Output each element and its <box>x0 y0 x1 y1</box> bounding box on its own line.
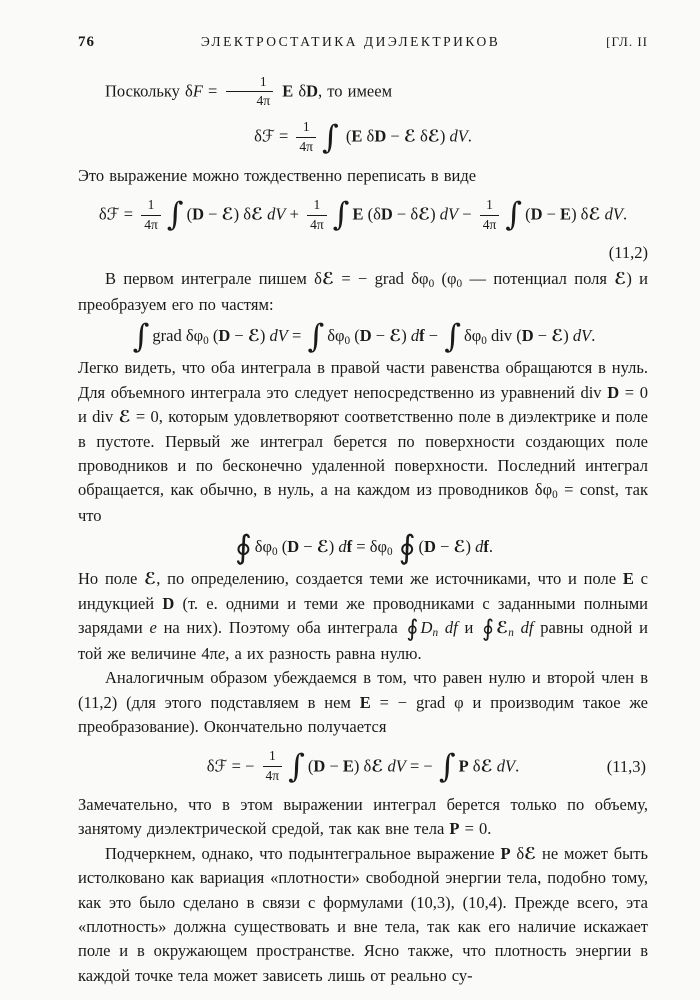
display-formula-11-3: δℱ = − $\frac{1}{4\pi}$ ∫ (D − E) δℰ dV = − ∫ P δℰ dV. <box>206 746 520 785</box>
math-token: ℰ <box>453 537 466 557</box>
math-token: ℰ <box>551 326 564 346</box>
math-token: D <box>192 204 204 224</box>
math-token: ∫ <box>166 195 184 234</box>
equation-11-2-block <box>78 195 648 263</box>
math-token: F <box>192 81 203 101</box>
math-token: dV <box>572 326 592 346</box>
paragraph-field-sources: Но поле ℰ, по определению, создается теми же источниками, что и поле E с индукцией D (т. е. одними и теми же проводниками с заданными полными зарядами e на них). Поэтому оба интеграла ∮ Dn df и ∮ ℰn df равны одной и той же величине 4πe, а их разность равна нулю. <box>78 569 649 663</box>
math-token: df <box>444 618 458 638</box>
math-token: D <box>359 326 372 346</box>
math-token: ℰ <box>614 269 627 289</box>
math-token: 0 <box>552 489 558 502</box>
math-token: E <box>359 692 371 712</box>
math-token: D <box>424 537 436 557</box>
math-token: ∮ <box>398 528 416 567</box>
math-token: ℱ <box>106 204 120 224</box>
equation-number: (11,3) <box>606 757 646 777</box>
math-token: E <box>342 756 354 776</box>
math-token: E <box>352 204 364 224</box>
math-token: D <box>306 81 319 101</box>
math-token: e <box>149 618 157 638</box>
math-token: ∫ <box>438 746 456 785</box>
math-token: E <box>560 204 572 224</box>
paragraph-second-term: Аналогичным образом убеждаемся в том, что равен нулю и второй член в (11,2) (для этого подставляем в нем E = − grad φ и производим такое же преобразование). Окончательно получается <box>78 668 648 737</box>
running-header <box>78 34 648 51</box>
math-token: P <box>458 756 469 776</box>
math-token: n <box>508 627 514 640</box>
math-token: D <box>313 756 326 776</box>
math-token: ℰ <box>403 126 416 146</box>
math-token: 0 <box>481 335 487 348</box>
math-token: ℰ <box>144 569 157 589</box>
running-title: ЭЛЕКТРОСТАТИКА ДИЭЛЕКТРИКОВ <box>200 34 501 49</box>
math-token: d <box>410 326 420 346</box>
fraction: $\frac{1}{4\pi}$ <box>226 74 273 109</box>
math-token: dV <box>439 204 459 224</box>
math-token: E <box>282 81 294 101</box>
math-token: D <box>374 126 387 146</box>
math-token: f <box>419 326 425 346</box>
chapter-marker: [ГЛ. II <box>606 34 648 49</box>
math-token: E <box>622 569 634 589</box>
equation-number: (11,2) <box>608 242 648 262</box>
fraction: $\frac{1}{4\pi}$ <box>263 748 283 783</box>
math-token: ∮ <box>482 616 495 643</box>
math-token: 0 <box>272 546 278 559</box>
math-token: ∫ <box>132 317 150 356</box>
math-token: df <box>520 618 534 638</box>
math-token: ∮ <box>234 528 252 567</box>
display-formula-free-energy-variation: δℱ = $\frac{1}{4\pi}$ ∫ (E δD − ℰ δℰ) dV. <box>254 117 472 156</box>
math-token: dV <box>269 326 288 346</box>
math-token: ℰ <box>588 204 601 224</box>
math-token: ℰ <box>418 204 431 224</box>
math-token: D <box>380 204 393 224</box>
math-token: ∫ <box>307 317 325 356</box>
math-token: D <box>218 326 231 346</box>
math-token: n <box>432 627 439 640</box>
display-formula-integration-by-parts: ∫ grad δφ0 (D − ℰ) dV = ∫ δφ0 (D − ℰ) df − ∫ δφ0 div (D − ℰ) dV. <box>132 317 596 356</box>
math-token: d <box>338 537 347 557</box>
math-token: D <box>521 326 534 346</box>
math-token: f <box>346 537 353 557</box>
math-token: ℰ <box>316 537 329 557</box>
math-token: ∫ <box>322 117 339 156</box>
math-token: D <box>530 204 543 224</box>
math-token: E <box>351 126 363 146</box>
fraction: $\frac{1}{4\pi}$ <box>296 119 316 154</box>
math-token: D <box>287 537 300 557</box>
paragraph-volume-remark: Замечательно, что в этом выражении интеграл берется только по объему, занятому диэлектрической средой, так как вне тела P = 0. <box>78 795 648 839</box>
math-token: dV <box>267 204 286 224</box>
display-formula-contour-integral: ∮ δφ0 (D − ℰ) df = δφ0 ∮ (D − ℰ) df. <box>234 528 494 567</box>
math-token: 0 <box>387 546 393 559</box>
math-token: 0 <box>344 335 351 348</box>
math-token: ℱ <box>214 756 228 776</box>
math-token: dV <box>496 756 516 776</box>
math-token: P <box>500 843 511 863</box>
math-token: ℰ <box>321 269 334 289</box>
fraction: $\frac{1}{4\pi}$ <box>307 197 327 232</box>
math-token: 0 <box>203 335 209 348</box>
math-token: ∫ <box>505 195 523 234</box>
math-token: ℰ <box>480 756 493 776</box>
paragraph-density-caveat: Подчеркнем, однако, что подынтегральное выражение P δℰ не может быть истолковано как вариация «плотности» свободной энергии тела, подобно тому, как это было сделано в связи с формулами (10,3), (10,4). Прежде всего, эта «плотность» должна существовать и вне тела, так как его наличие искажает поле и в окружающем пространстве. Ясно также, что плотность энергии в каждой точке тела может зависеть лишь от реально су- <box>78 843 648 985</box>
paragraph-both-integrals-vanish: Легко видеть, что оба интеграла в правой части равенства обращаются в нуль. Для объемного интеграла это следует непосредственно из уравнений div D = 0 и div ℰ = 0, которым удовлетворяют соответственно поле в диэлектрике и поле в пустоте. Первый же интеграл берется по поверхности создающих поле проводников и по бесконечно удаленной поверхности. Последний интеграл обращается, как обычно, в нуль, а на каждом из проводников δφ0 = const, так что <box>78 358 648 526</box>
math-token: ∫ <box>288 746 305 785</box>
math-token: f <box>483 537 489 557</box>
math-token: ℰ <box>221 204 234 224</box>
math-token: 0 <box>428 278 435 291</box>
fraction: $\frac{1}{4\pi}$ <box>480 197 500 232</box>
math-token: dV <box>387 756 406 776</box>
math-token: ∮ <box>406 616 419 643</box>
math-token: ℰ <box>118 407 131 427</box>
math-token: ℰ <box>371 756 384 776</box>
math-token: D <box>607 382 620 402</box>
paragraph-rewrite: Это выражение можно тождественно переписать в виде <box>78 165 477 185</box>
page-number: 76 <box>78 34 95 50</box>
fraction: $\frac{1}{4\pi}$ <box>141 197 161 232</box>
math-token: ℰ <box>251 204 264 224</box>
math-token: D <box>420 618 433 638</box>
math-token: dV <box>604 204 623 224</box>
math-token: ∫ <box>444 317 461 356</box>
equation-11-3-block <box>78 746 648 785</box>
paragraph-first-integral: В первом интеграле пишем δℰ = − grad δφ0 (φ0 — потенциал поля ℰ) и преобразуем его по частям: <box>78 269 648 314</box>
display-formula-11-2: δℱ = $\frac{1}{4\pi}$ ∫ (D − ℰ) δℰ dV + $\frac{1}{4\pi}$ ∫ E (δD − δℰ) dV − $\frac{1}{4\pi}$ ∫ (D − E) δℰ dV. <box>98 195 628 234</box>
math-token: ℰ <box>389 326 402 346</box>
math-token: ℰ <box>427 126 440 146</box>
math-token: dV <box>449 126 468 146</box>
math-token: P <box>449 819 460 839</box>
math-token: ℰ <box>247 326 260 346</box>
math-token: e <box>217 643 226 663</box>
math-token: ℰ <box>496 618 509 638</box>
math-token: ∫ <box>332 195 350 234</box>
math-token: ℰ <box>524 843 537 863</box>
paragraph-intro: Поскольку δF = $\frac{1}{4\pi}$ E δD, то имеем <box>105 73 393 109</box>
math-token: D <box>162 593 175 613</box>
math-token: d <box>475 537 484 557</box>
math-token: ℱ <box>261 126 275 146</box>
math-token: 0 <box>456 278 463 291</box>
